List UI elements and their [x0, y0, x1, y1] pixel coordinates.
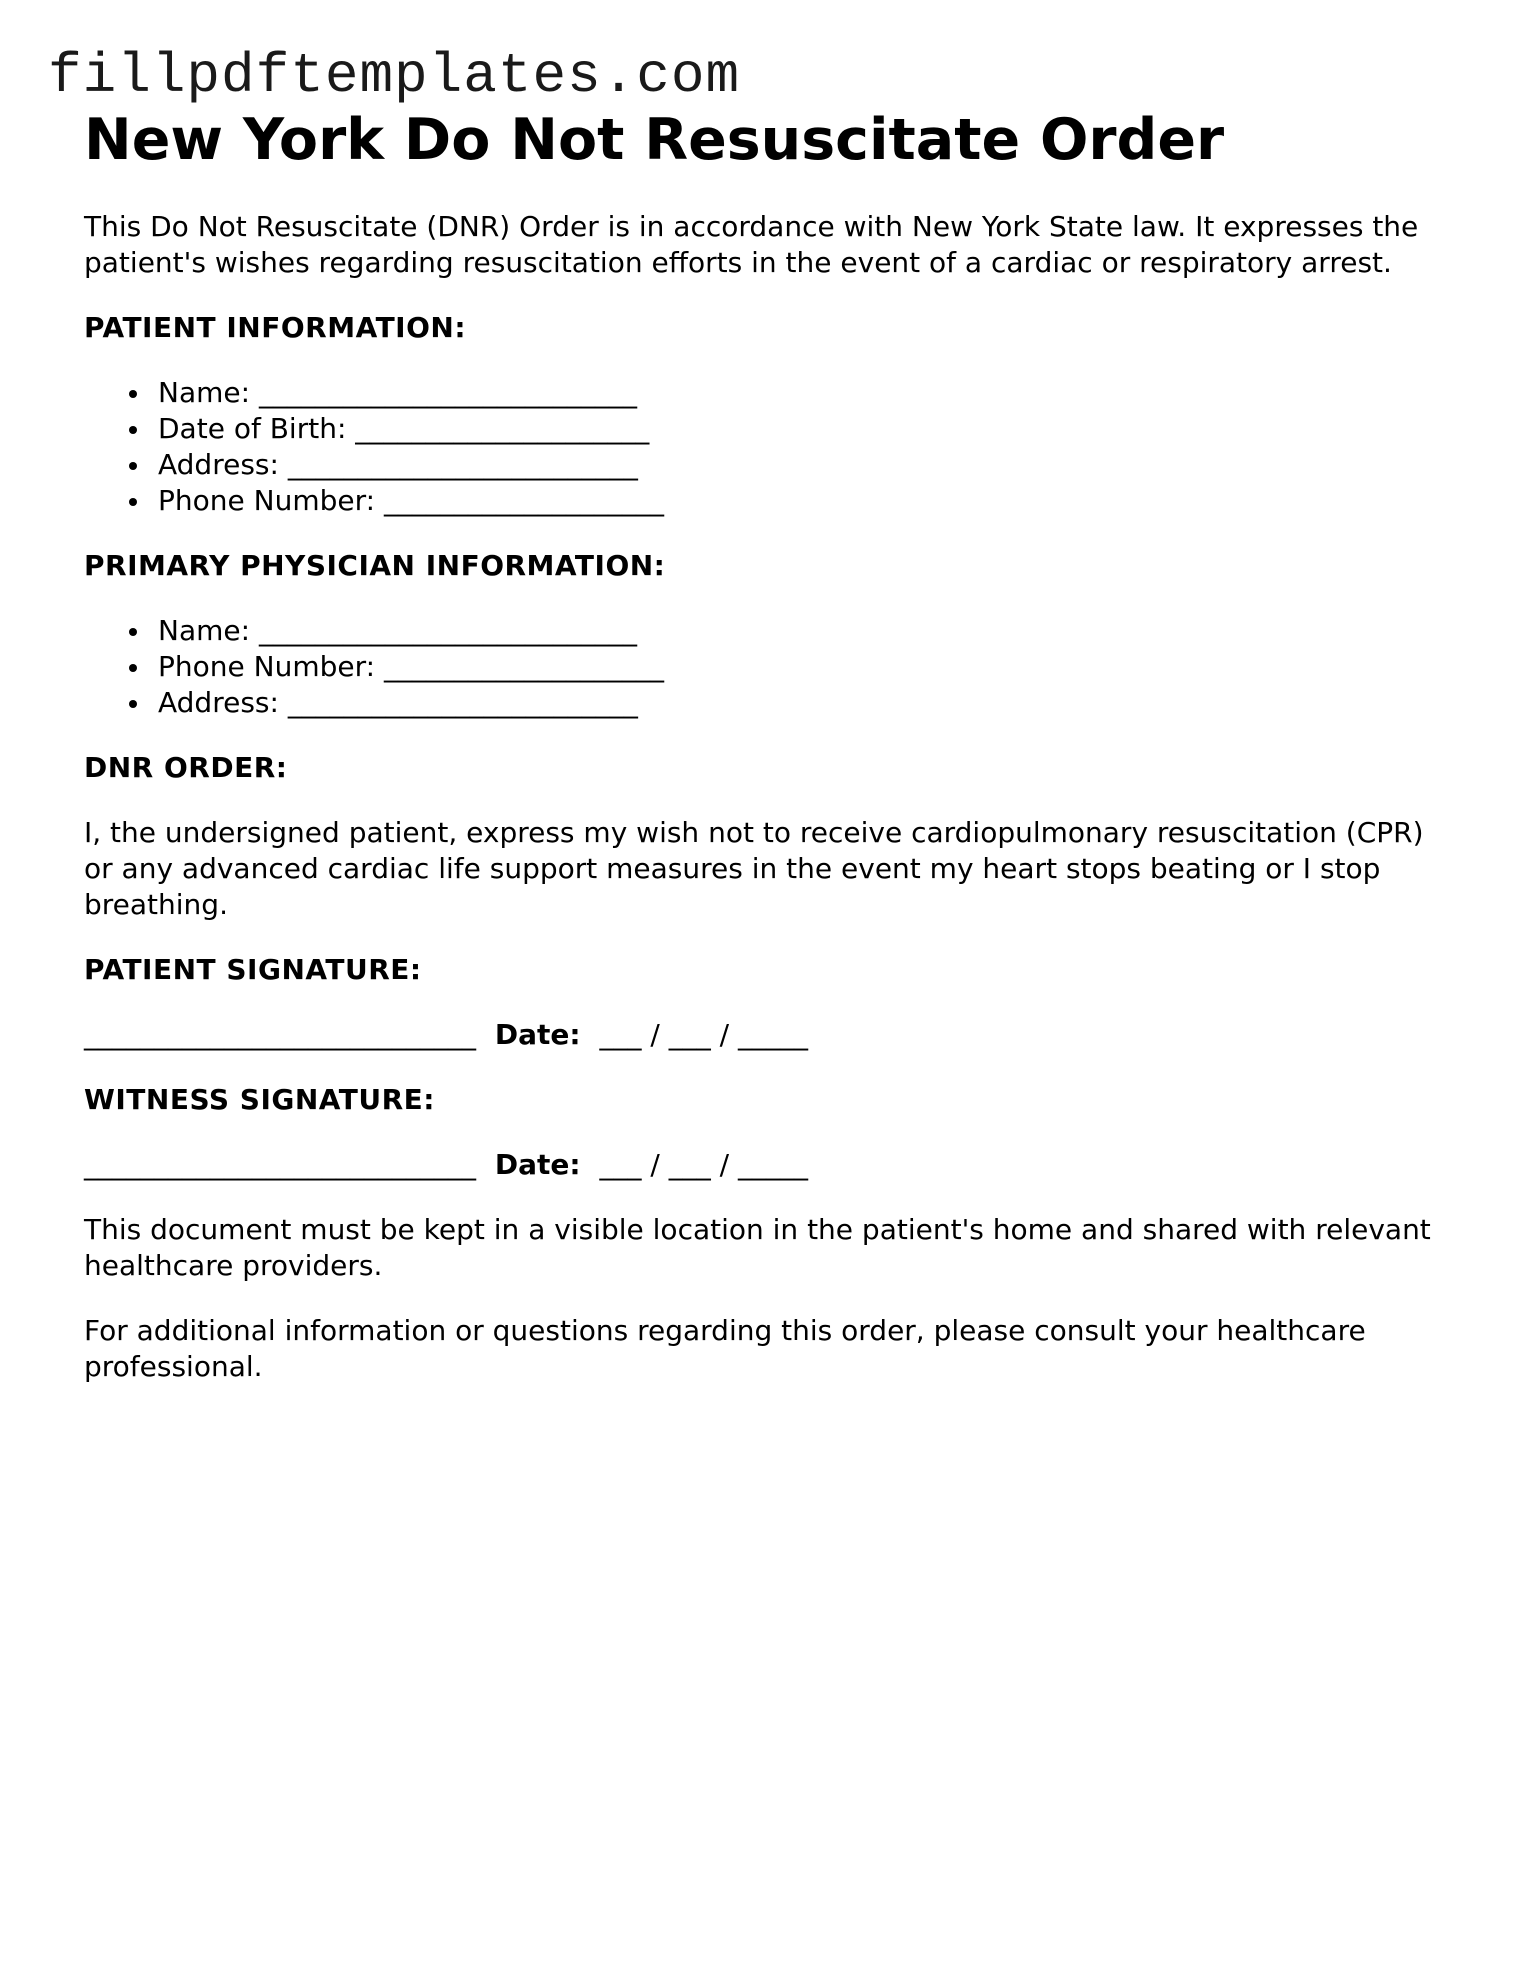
patient-signature-heading: PATIENT SIGNATURE: [84, 953, 422, 986]
patient-info-list [84, 375, 1444, 519]
physician-name-field: Name: ___________________________ [158, 613, 1444, 649]
intro-paragraph: This Do Not Resuscitate (DNR) Order is in accordance with New York State law. It expresses the patient's wishes regarding resuscitation efforts in the event of a cardiac or respiratory arrest. [84, 210, 1419, 279]
physician-info-heading: PRIMARY PHYSICIAN INFORMATION: [84, 549, 666, 582]
patient-info-heading: PATIENT INFORMATION: [84, 311, 467, 344]
document-page [84, 105, 1444, 1414]
footer-note-consult: For additional information or questions regarding this order, please consult your healthcare professional. [84, 1314, 1366, 1383]
witness-date-blank: ___ / ___ / _____ [599, 1148, 808, 1181]
patient-address-field: Address: _________________________ [158, 447, 1444, 483]
witness-signature-blank: ____________________________ [84, 1148, 476, 1181]
document-title: New York Do Not Resuscitate Order [84, 107, 1225, 173]
patient-date-label: Date: [494, 1018, 581, 1051]
dnr-order-text: I, the undersigned patient, express my wish not to receive cardiopulmonary resuscitation (CPR) or any advanced cardiac life support measures in the event my heart stops beating or I stop breathing. [84, 816, 1424, 921]
patient-phone-field: Phone Number: ____________________ [158, 483, 1444, 519]
patient-signature-line [84, 1017, 1444, 1053]
patient-date-blank: ___ / ___ / _____ [599, 1018, 808, 1051]
physician-info-list [84, 613, 1444, 721]
witness-signature-line [84, 1147, 1444, 1183]
watermark: fillpdftemplates.com [48, 44, 741, 108]
patient-signature-blank: ____________________________ [84, 1018, 476, 1051]
patient-dob-field: Date of Birth: _____________________ [158, 411, 1444, 447]
dnr-order-heading: DNR ORDER: [84, 751, 288, 784]
witness-signature-heading: WITNESS SIGNATURE: [84, 1083, 436, 1116]
physician-phone-field: Phone Number: ____________________ [158, 649, 1444, 685]
physician-address-field: Address: _________________________ [158, 685, 1444, 721]
patient-name-field: Name: ___________________________ [158, 375, 1444, 411]
footer-note-visibility: This document must be kept in a visible location in the patient's home and shared with relevant healthcare providers. [84, 1213, 1431, 1282]
witness-date-label: Date: [494, 1148, 581, 1181]
